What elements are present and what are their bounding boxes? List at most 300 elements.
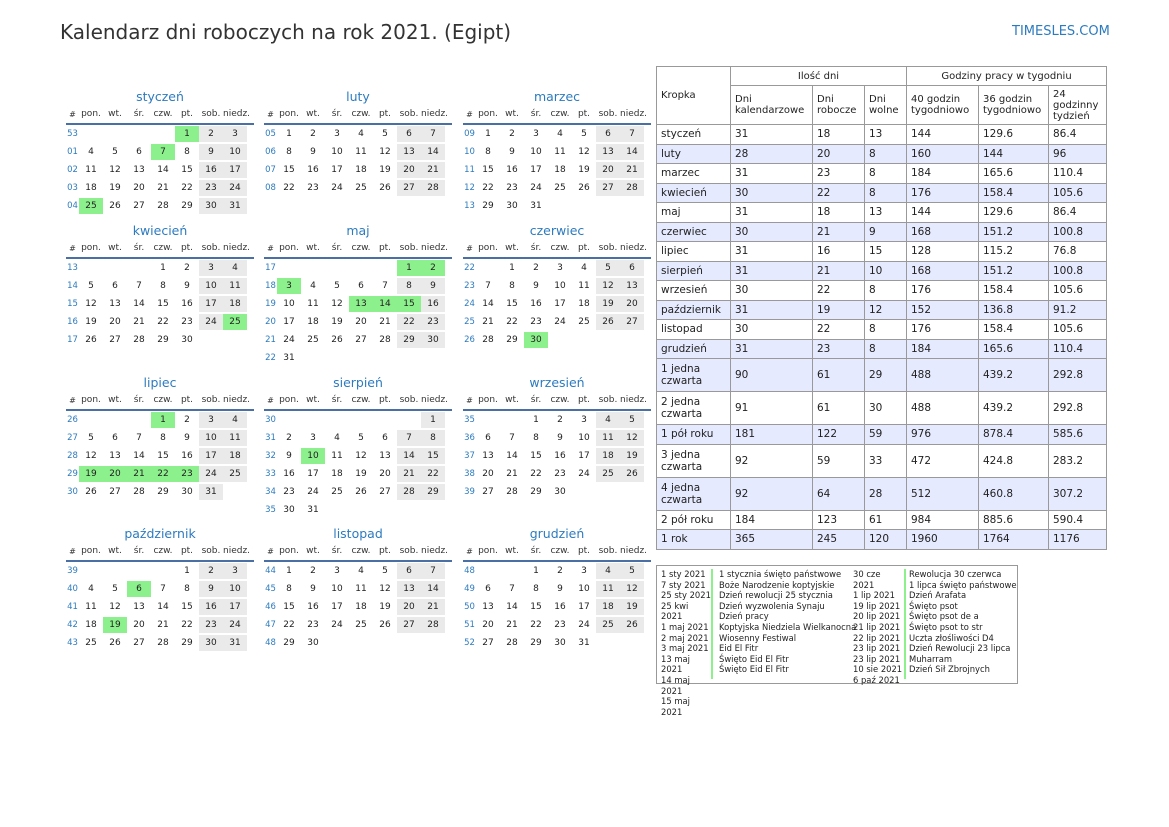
day-cell: 18 [223, 448, 247, 464]
day-cell: 22 [283, 620, 295, 630]
day-cell: 4 [581, 263, 587, 273]
day-cell: 3 [223, 563, 247, 579]
day-cell: 2 [184, 263, 190, 273]
day-cell: 22 [397, 314, 421, 330]
summary-value: 176 [907, 281, 979, 301]
day-cell: 9 [557, 433, 563, 443]
day-cell [151, 563, 175, 579]
day-cell: 11 [355, 147, 367, 157]
day-cell: 2 [557, 415, 563, 425]
holiday-date: 20 lip 2021 [853, 611, 901, 622]
week-number: 35 [464, 415, 475, 425]
day-cell [325, 502, 349, 518]
day-cell: 22 [151, 466, 175, 482]
week-row [264, 580, 452, 598]
summary-value: 590.4 [1049, 510, 1107, 530]
holiday-date: 6 paź 2021 [853, 674, 900, 685]
day-cell: 12 [109, 165, 121, 175]
summary-value: 158.4 [979, 281, 1049, 301]
holiday-date: 21 lip 2021 [853, 621, 901, 632]
weekday-label: niedz. [223, 546, 251, 556]
week-number: 42 [67, 620, 78, 630]
summary-value: 151.2 [979, 222, 1049, 242]
week-number: 50 [464, 602, 475, 612]
day-cell: 14 [157, 165, 169, 175]
month-name: luty [346, 89, 370, 104]
week-number: 51 [464, 620, 475, 630]
day-cell [301, 350, 325, 366]
summary-value: 28 [865, 477, 907, 510]
day-cell: 26 [85, 335, 97, 345]
day-cell: 20 [596, 162, 620, 178]
day-cell: 11 [85, 165, 97, 175]
day-cell: 26 [596, 314, 620, 330]
day-cell: 30 [554, 638, 566, 648]
summary-value: 8 [865, 339, 907, 359]
day-cell: 19 [103, 617, 127, 633]
weekday-label: śr. [530, 395, 542, 405]
day-cell: 17 [331, 602, 343, 612]
week-row [463, 331, 651, 349]
week-row [264, 562, 452, 580]
month-8 [463, 374, 651, 501]
day-cell: 9 [421, 278, 445, 294]
day-cell: 10 [199, 278, 223, 294]
day-cell: 9 [310, 584, 316, 594]
day-cell: 3 [581, 566, 587, 576]
holiday-name: Święto psot to str [909, 621, 983, 632]
weekday-label: niedz. [421, 546, 449, 556]
weekday-label: pt. [378, 109, 392, 119]
week-number: 07 [265, 165, 276, 175]
weekday-label: czw. [153, 546, 173, 556]
day-cell [397, 350, 421, 366]
day-cell: 1 [509, 263, 515, 273]
summary-value: 92 [731, 477, 813, 510]
day-cell: 1 [151, 412, 175, 428]
month-9 [66, 525, 254, 652]
weekday-label: # [466, 395, 473, 405]
month-7 [264, 374, 452, 519]
day-cell: 23 [307, 183, 319, 193]
weekday-header [463, 391, 651, 411]
day-cell [349, 350, 373, 366]
day-cell: 15 [157, 299, 169, 309]
day-cell [127, 412, 151, 428]
day-cell: 6 [397, 126, 421, 142]
week-number: 26 [464, 335, 475, 345]
day-cell: 14 [133, 451, 145, 461]
day-cell: 21 [506, 620, 518, 630]
weekday-label: czw. [550, 243, 570, 253]
day-cell: 15 [482, 165, 494, 175]
day-cell: 31 [283, 353, 295, 363]
week-number: 17 [265, 263, 276, 273]
day-cell: 18 [355, 165, 367, 175]
week-row [264, 501, 452, 519]
day-cell: 27 [482, 487, 494, 497]
day-cell: 14 [620, 144, 644, 160]
day-cell: 22 [181, 183, 193, 193]
weekday-label: # [267, 395, 274, 405]
weekday-label: pt. [180, 109, 194, 119]
weekday-label: niedz. [620, 243, 648, 253]
summary-value: 1764 [979, 530, 1049, 550]
period-label: styczeń [657, 125, 731, 145]
day-cell: 11 [85, 602, 97, 612]
weekday-label: śr. [530, 546, 542, 556]
day-cell: 7 [382, 281, 388, 291]
col-header-period: Kropka [657, 67, 731, 125]
day-cell: 15 [157, 451, 169, 461]
weekday-header [264, 542, 452, 562]
week-number: 30 [265, 415, 276, 425]
day-cell: 18 [307, 317, 319, 327]
holiday-name: Święto Eid El Fitr [719, 664, 789, 675]
month-name: maj [346, 223, 370, 238]
day-cell: 31 [223, 635, 247, 651]
day-cell: 27 [482, 638, 494, 648]
weekday-label: śr. [133, 109, 145, 119]
day-cell: 3 [199, 412, 223, 428]
day-cell: 10 [223, 581, 247, 597]
day-cell: 1 [397, 260, 421, 276]
week-number: 34 [265, 487, 276, 497]
day-cell: 3 [223, 126, 247, 142]
day-cell: 31 [530, 201, 542, 211]
day-cell [620, 332, 644, 348]
day-cell: 27 [397, 617, 421, 633]
weekday-label: sob. [201, 243, 221, 253]
day-cell: 24 [223, 617, 247, 633]
summary-row [657, 300, 1107, 320]
day-cell: 26 [578, 183, 590, 193]
day-cell: 14 [506, 451, 518, 461]
day-cell: 10 [223, 144, 247, 160]
day-cell [620, 635, 644, 651]
week-row [66, 313, 254, 331]
day-cell: 10 [301, 448, 325, 464]
week-number: 02 [67, 165, 78, 175]
day-cell: 26 [85, 487, 97, 497]
summary-row [657, 359, 1107, 392]
week-number: 37 [464, 451, 475, 461]
day-cell: 20 [482, 620, 494, 630]
day-cell: 7 [136, 433, 142, 443]
day-cell: 28 [506, 487, 518, 497]
holiday-name: Rewolucja 30 czerwca [909, 569, 1002, 579]
day-cell: 16 [199, 599, 223, 615]
month-6 [66, 374, 254, 501]
summary-value: 245 [813, 530, 865, 550]
week-row [264, 179, 452, 197]
weekday-label: czw. [550, 395, 570, 405]
day-cell: 6 [112, 281, 118, 291]
day-cell: 25 [596, 466, 620, 482]
day-cell: 4 [596, 563, 620, 579]
week-row [66, 197, 254, 215]
week-number: 09 [464, 129, 475, 139]
weekday-label: czw. [351, 546, 371, 556]
day-cell: 28 [379, 335, 391, 345]
day-cell [79, 563, 103, 579]
holiday-date: 13 maj 2021 [661, 653, 690, 675]
day-cell [548, 332, 572, 348]
week-number: 04 [67, 201, 78, 211]
day-cell: 23 [199, 180, 223, 196]
day-cell [572, 198, 596, 214]
week-number: 28 [67, 451, 78, 461]
summary-value: 488 [907, 359, 979, 392]
week-number: 47 [265, 620, 276, 630]
day-cell [397, 412, 421, 428]
period-label: 3 jedna czwarta [657, 444, 731, 477]
day-cell: 14 [506, 602, 518, 612]
week-row [66, 465, 254, 483]
holiday-date: 23 lip 2021 [853, 643, 901, 654]
summary-row [657, 530, 1107, 550]
week-row [66, 598, 254, 616]
summary-value: 184 [907, 164, 979, 184]
day-cell [103, 412, 127, 428]
day-cell: 28 [133, 335, 145, 345]
day-cell: 11 [596, 581, 620, 597]
day-cell [349, 502, 373, 518]
weekday-header [264, 239, 452, 259]
day-cell: 21 [133, 317, 145, 327]
week-row [66, 259, 254, 277]
summary-value: 16 [813, 242, 865, 262]
day-cell: 29 [181, 638, 193, 648]
period-label: lipiec [657, 242, 731, 262]
week-number: 11 [464, 165, 475, 175]
weekday-label: pt. [577, 243, 591, 253]
holiday-name: Wiosenny Festiwal [719, 632, 797, 643]
week-number: 41 [67, 602, 78, 612]
weekday-label: sob. [399, 395, 419, 405]
day-cell: 1 [175, 126, 199, 142]
day-cell: 25 [85, 638, 97, 648]
summary-value: 129.6 [979, 125, 1049, 145]
day-cell: 6 [127, 581, 151, 597]
day-cell: 7 [620, 126, 644, 142]
month-name: październik [124, 526, 196, 541]
holiday-date: 1 maj 2021 [661, 621, 709, 632]
day-cell: 12 [331, 299, 343, 309]
weekday-label: # [69, 395, 76, 405]
weekday-label: śr. [133, 395, 145, 405]
summary-value: 22 [813, 320, 865, 340]
holiday-name: Eid El Fitr [719, 643, 759, 654]
weekday-label: pt. [378, 243, 392, 253]
week-number: 29 [67, 469, 78, 479]
week-number: 32 [265, 451, 276, 461]
week-number: 44 [265, 566, 276, 576]
weekday-label: sob. [399, 243, 419, 253]
day-cell: 26 [620, 466, 644, 482]
holiday-list [656, 565, 1018, 717]
site-link[interactable]: TIMESLES.COM [1012, 24, 1110, 39]
day-cell: 22 [157, 317, 169, 327]
day-cell: 4 [334, 433, 340, 443]
day-cell: 20 [397, 162, 421, 178]
day-cell: 23 [199, 617, 223, 633]
summary-value: 22 [813, 183, 865, 203]
summary-value: 585.6 [1049, 425, 1107, 445]
day-cell: 17 [199, 448, 223, 464]
day-cell: 12 [596, 278, 620, 294]
week-row [66, 161, 254, 179]
weekday-label: wt. [306, 395, 320, 405]
day-cell: 7 [509, 433, 515, 443]
summary-value: 8 [865, 320, 907, 340]
week-row [66, 562, 254, 580]
summary-value: 31 [731, 125, 813, 145]
day-cell: 29 [482, 201, 494, 211]
day-cell: 20 [355, 317, 367, 327]
day-cell: 31 [307, 505, 319, 515]
summary-value: 90 [731, 359, 813, 392]
day-cell: 6 [136, 147, 142, 157]
summary-value: 76.8 [1049, 242, 1107, 262]
summary-value: 30 [731, 183, 813, 203]
week-row [463, 277, 651, 295]
period-label: 1 rok [657, 530, 731, 550]
weekday-label: # [267, 109, 274, 119]
day-cell [421, 350, 445, 366]
day-cell: 22 [482, 183, 494, 193]
week-row [463, 465, 651, 483]
day-cell [301, 412, 325, 428]
day-cell: 23 [181, 317, 193, 327]
day-cell: 1 [160, 263, 166, 273]
day-cell [421, 502, 445, 518]
day-cell: 25 [331, 487, 343, 497]
day-cell: 10 [199, 430, 223, 446]
summary-value: 110.4 [1049, 339, 1107, 359]
day-cell: 18 [223, 296, 247, 312]
summary-value: 128 [907, 242, 979, 262]
summary-value: 176 [907, 183, 979, 203]
day-cell: 28 [157, 201, 169, 211]
day-cell: 22 [181, 620, 193, 630]
weekday-label: śr. [331, 243, 343, 253]
day-cell: 10 [578, 584, 590, 594]
month-name: lipiec [143, 375, 177, 390]
holiday-name: Muharram [909, 653, 953, 664]
summary-value: 20 [813, 144, 865, 164]
week-row [264, 143, 452, 161]
week-row [264, 429, 452, 447]
day-cell [127, 563, 151, 579]
summary-row [657, 320, 1107, 340]
weekday-label: wt. [306, 109, 320, 119]
day-cell: 29 [530, 487, 542, 497]
day-cell: 16 [506, 165, 518, 175]
week-row [66, 483, 254, 501]
summary-value: 165.6 [979, 164, 1049, 184]
month-4 [264, 222, 452, 367]
summary-value: 885.6 [979, 510, 1049, 530]
week-row [264, 125, 452, 143]
day-cell: 16 [181, 451, 193, 461]
summary-value: 19 [813, 300, 865, 320]
summary-value: 292.8 [1049, 359, 1107, 392]
day-cell: 12 [379, 584, 391, 594]
day-cell: 25 [79, 198, 103, 214]
col-header: Dni kalendarzowe [731, 86, 813, 125]
day-cell: 2 [310, 129, 316, 139]
week-number: 39 [464, 487, 475, 497]
day-cell: 27 [109, 487, 121, 497]
summary-row [657, 281, 1107, 301]
summary-value: 96 [1049, 144, 1107, 164]
summary-value: 292.8 [1049, 392, 1107, 425]
summary-row [657, 125, 1107, 145]
day-cell: 28 [397, 484, 421, 500]
day-cell: 9 [184, 281, 190, 291]
day-cell: 5 [112, 584, 118, 594]
weekday-label: pt. [180, 546, 194, 556]
weekday-label: # [69, 546, 76, 556]
day-cell: 29 [157, 487, 169, 497]
summary-value: 8 [865, 183, 907, 203]
summary-value: 878.4 [979, 425, 1049, 445]
week-number: 15 [67, 299, 78, 309]
month-5 [463, 222, 651, 349]
weekday-label: niedz. [620, 546, 648, 556]
week-row [463, 562, 651, 580]
day-cell [349, 412, 373, 428]
week-number: 23 [464, 281, 475, 291]
summary-value: 129.6 [979, 203, 1049, 223]
day-cell: 13 [596, 144, 620, 160]
summary-value: 31 [731, 164, 813, 184]
day-cell: 4 [358, 566, 364, 576]
day-cell: 1 [184, 566, 190, 576]
summary-value: 122 [813, 425, 865, 445]
day-cell: 2 [286, 433, 292, 443]
day-cell: 14 [421, 144, 445, 160]
day-cell: 2 [199, 126, 223, 142]
weekday-label: pt. [577, 546, 591, 556]
holiday-date: 25 sty 2021 [661, 590, 711, 601]
day-cell: 16 [530, 299, 542, 309]
summary-value: 22 [813, 281, 865, 301]
day-cell: 28 [421, 180, 445, 196]
summary-row [657, 144, 1107, 164]
day-cell: 11 [355, 584, 367, 594]
day-cell: 3 [277, 278, 301, 294]
day-cell: 30 [554, 487, 566, 497]
day-cell: 1 [533, 415, 539, 425]
day-cell: 26 [109, 638, 121, 648]
month-2 [463, 88, 651, 215]
month-name: czerwiec [529, 223, 585, 238]
weekday-label: pon. [478, 109, 498, 119]
week-row [463, 598, 651, 616]
weekday-label: wt. [108, 243, 122, 253]
week-number: 52 [464, 638, 475, 648]
week-row [264, 313, 452, 331]
summary-row [657, 477, 1107, 510]
day-cell: 5 [581, 129, 587, 139]
day-cell: 13 [620, 278, 644, 294]
summary-value: 8 [865, 144, 907, 164]
day-cell: 6 [485, 584, 491, 594]
weekday-label: niedz. [421, 395, 449, 405]
day-cell: 28 [133, 487, 145, 497]
